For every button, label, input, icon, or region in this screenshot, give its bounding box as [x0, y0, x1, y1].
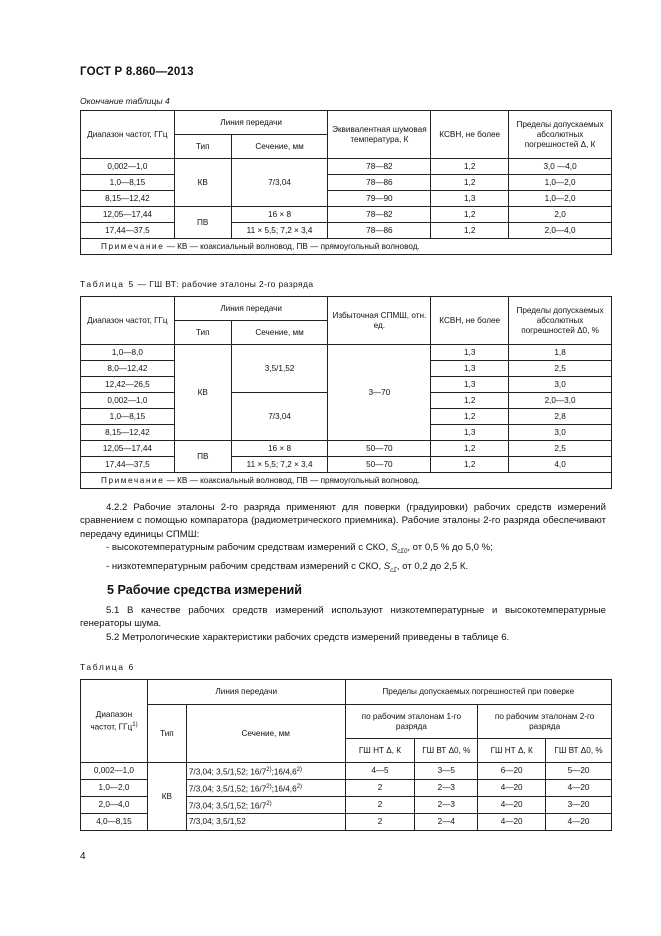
col-second-rank: по рабочим эталонам 2-го разряда: [478, 705, 612, 739]
cell: 6—20: [478, 763, 546, 780]
table5-caption: Таблица 5 — ГШ ВТ: рабочие эталоны 2-го разряда: [80, 279, 314, 289]
col-type: Тип: [174, 321, 231, 345]
col-c3: ГШ НТ Δ, К: [478, 739, 546, 763]
col-c2: ГШ ВТ Δ0, %: [415, 739, 478, 763]
col-first-rank: по рабочим эталонам 1-го разряда: [345, 705, 478, 739]
cell: 11 × 5,5; 7,2 × 3,4: [231, 457, 328, 473]
col-range: Диапазон частот, ГГц: [81, 297, 175, 345]
col-range: Диапазон частот, ГГц: [81, 111, 175, 159]
table4-note: Примечание — КВ — коаксиальный волновод, ПВ — прямоугольный волновод.: [81, 239, 612, 255]
col-temp: Эквивалентная шумовая температура, К: [328, 111, 431, 159]
cell-type-kv: КВ: [147, 763, 186, 831]
col-line: Линия передачи: [174, 111, 328, 135]
cell: 0,002—1,0: [81, 763, 148, 780]
cell: 1,2: [431, 393, 509, 409]
table5-note: Примечание — КВ — коаксиальный волновод, ПВ — прямоугольный волновод.: [81, 473, 612, 489]
cell: 11 × 5,5; 7,2 × 3,4: [231, 223, 328, 239]
bullet-high-temp: - высокотемпературным рабочим средствам измерений с СКО, $S_{c\Sigma 0}$, от 0,5 % до 5,0 %;: [106, 542, 493, 556]
col-type: Тип: [174, 135, 231, 159]
cell: 4,0: [509, 457, 612, 473]
cell: 2: [345, 797, 415, 814]
cell: 17,44—37,5: [81, 223, 175, 239]
cell: 1,2: [431, 409, 509, 425]
col-line: Линия передачи: [147, 680, 345, 705]
cell: 0,002—1,0: [81, 393, 175, 409]
col-limits: Пределы допускаемых абсолютных погрешностей Δ, К: [509, 111, 612, 159]
cell: 78—86: [328, 175, 431, 191]
table4-caption: Окончание таблицы 4: [80, 96, 170, 106]
document-header: ГОСТ Р 8.860—2013: [80, 66, 194, 78]
cell-section: 3,5/1,52: [231, 345, 328, 393]
cell-type-kv: КВ: [174, 345, 231, 441]
cell: 1,0—8,15: [81, 175, 175, 191]
cell: 12,05—17,44: [81, 207, 175, 223]
cell: 3,0: [509, 425, 612, 441]
cell: 2—4: [415, 814, 478, 831]
cell: 1,2: [431, 457, 509, 473]
cell: 3—5: [415, 763, 478, 780]
cell: 17,44—37,5: [81, 457, 175, 473]
section-5-title: 5 Рабочие средства измерений: [107, 583, 303, 597]
cell: 12,42—26,5: [81, 377, 175, 393]
cell: 4—20: [546, 780, 612, 797]
cell-section: 7/3,04; 3,5/1,52: [186, 814, 345, 831]
cell-type-pv: ПВ: [174, 441, 231, 473]
cell-section: 7/3,04; 3,5/1,52; 16/7$^{2)}$;16/4,6$^{2)}$: [186, 780, 345, 797]
paragraph-5-1: 5.1 В качестве рабочих средств измерений используют низкотемпературные и высокотемпературные генераторы шума.: [80, 605, 606, 630]
cell-section: 7/3,04: [231, 393, 328, 441]
cell: 1,8: [509, 345, 612, 361]
cell: 2: [345, 780, 415, 797]
cell: 2,8: [509, 409, 612, 425]
cell: 2—3: [415, 797, 478, 814]
cell: 16 × 8: [231, 441, 328, 457]
cell: 1,2: [431, 223, 509, 239]
cell: 16 × 8: [231, 207, 328, 223]
cell: 78—82: [328, 207, 431, 223]
col-ksvn: КСВН, не более: [431, 297, 509, 345]
col-ksvn: КСВН, не более: [431, 111, 509, 159]
cell: 1,2: [431, 159, 509, 175]
cell: 2,0—3,0: [509, 393, 612, 409]
cell: 2—3: [415, 780, 478, 797]
cell: 1,0—2,0: [509, 175, 612, 191]
cell: 1,0—2,0: [509, 191, 612, 207]
cell: 0,002—1,0: [81, 159, 175, 175]
cell-type-kv: КВ: [174, 159, 231, 207]
col-limits: Пределы допускаемых абсолютных погрешностей Δ0, %: [509, 297, 612, 345]
cell: 1,3: [431, 425, 509, 441]
cell: 2,0—4,0: [81, 797, 148, 814]
cell: 4—20: [546, 814, 612, 831]
bullet-low-temp: - низкотемпературным рабочим средствам измерений с СКО, $S_{c\Sigma}$, от 0,2 до 2,5 К.: [106, 560, 469, 574]
cell: 2,0: [509, 207, 612, 223]
cell: 1,2: [431, 441, 509, 457]
cell: 3,0: [509, 377, 612, 393]
table6: [80, 679, 612, 831]
col-type: Тип: [147, 705, 186, 763]
col-section: Сечение, мм: [231, 321, 328, 345]
col-section: Сечение, мм: [186, 705, 345, 763]
paragraph-5: [80, 604, 606, 644]
cell: 1,0—8,15: [81, 409, 175, 425]
cell: 78—86: [328, 223, 431, 239]
cell-section: 7/3,04; 3,5/1,52; 16/7$^{2)}$;16/4,6$^{2)}$: [186, 763, 345, 780]
table6-caption: Таблица 6: [80, 662, 135, 672]
cell: 4—5: [345, 763, 415, 780]
paragraph-text: 4.2.2 Рабочие эталоны 2-го разряда применяют для поверки (градуировки) рабочих средств измерений сравнением с помощью компаратора (радиометрического приемника). Рабочие эталоны 2-го разряда обеспечивают передачу единицы СПМШ:: [80, 502, 606, 540]
cell: 4,0—8,15: [81, 814, 148, 831]
cell: 8,15—12,42: [81, 191, 175, 207]
cell: 2,5: [509, 441, 612, 457]
cell: 3,0 —4,0: [509, 159, 612, 175]
paragraph-5-2: 5.2 Метрологические характеристики рабочих средств измерений приведены в таблице 6.: [106, 631, 510, 643]
cell: 5—20: [546, 763, 612, 780]
cell: 50—70: [328, 441, 431, 457]
cell: 2,5: [509, 361, 612, 377]
col-section: Сечение, мм: [231, 135, 328, 159]
cell: 3—20: [546, 797, 612, 814]
col-range: Диапазон частот, ГГц$^{1)}$: [81, 680, 148, 763]
col-c1: ГШ НТ Δ, К: [345, 739, 415, 763]
cell: 1,3: [431, 191, 509, 207]
cell: 1,3: [431, 345, 509, 361]
cell: 4—20: [478, 814, 546, 831]
cell: 8,0—12,42: [81, 361, 175, 377]
cell: 2,0—4,0: [509, 223, 612, 239]
cell: 12,05—17,44: [81, 441, 175, 457]
cell-section: 7/3,04: [231, 159, 328, 207]
col-line: Линия передачи: [174, 297, 328, 321]
cell-section: 7/3,04; 3,5/1,52; 16/7$^{2)}$: [186, 797, 345, 814]
table4: [80, 110, 612, 255]
col-spmsh: Избыточная СПМШ, отн. ед.: [328, 297, 431, 345]
cell: 4—20: [478, 797, 546, 814]
cell: 1,0—2,0: [81, 780, 148, 797]
table5: [80, 296, 612, 489]
cell: 8,15—12,42: [81, 425, 175, 441]
cell: 79—90: [328, 191, 431, 207]
col-c4: ГШ ВТ Δ0, %: [546, 739, 612, 763]
cell: 1,3: [431, 377, 509, 393]
cell: 1,0—8,0: [81, 345, 175, 361]
cell: 2: [345, 814, 415, 831]
cell-type-pv: ПВ: [174, 207, 231, 239]
cell-spmsh: 3—70: [328, 345, 431, 441]
cell: 78—82: [328, 159, 431, 175]
cell: 1,3: [431, 361, 509, 377]
cell: 1,2: [431, 207, 509, 223]
page-number: 4: [80, 851, 86, 862]
cell: 4—20: [478, 780, 546, 797]
cell: 50—70: [328, 457, 431, 473]
cell: 1,2: [431, 175, 509, 191]
col-limits: Пределы допускаемых погрешностей при поверке: [345, 680, 611, 705]
paragraph-4-2-2: [80, 501, 606, 578]
